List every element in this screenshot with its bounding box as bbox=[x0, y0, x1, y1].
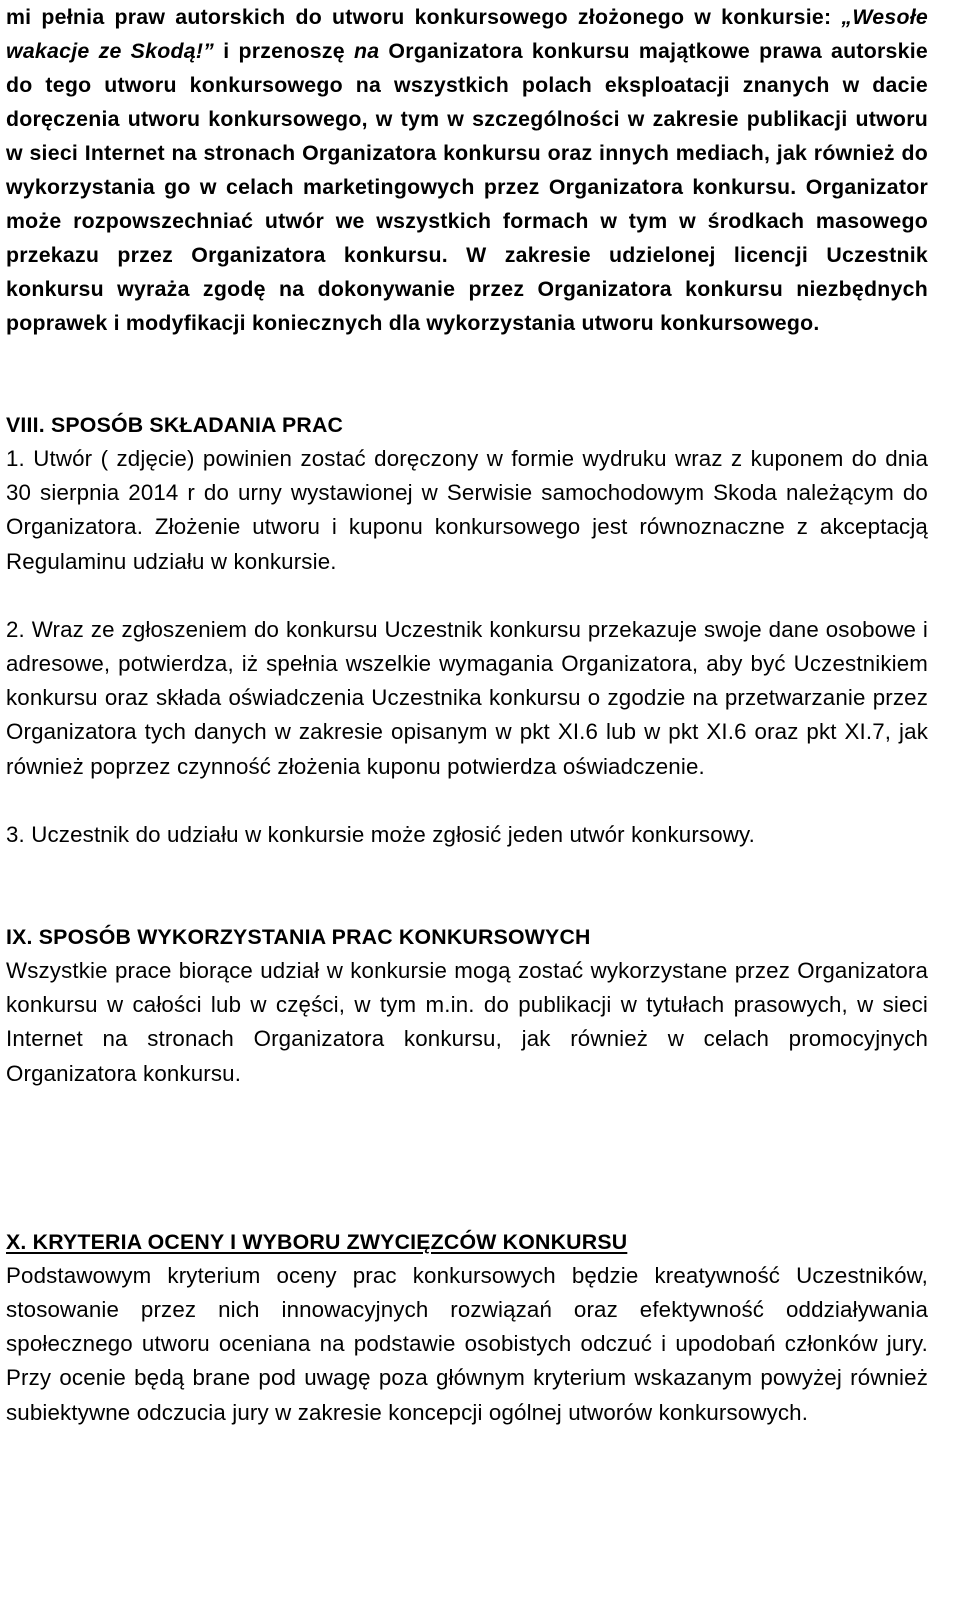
intro-paragraph bbox=[6, 0, 928, 340]
section-ix-paragraph: Wszystkie prace biorące udział w konkursie mogą zostać wykorzystane przez Organizatora konkursu w całości lub w części, w tym m.in. do publikacji w tytułach prasowych, w sieci Internet na stronach Organizatora konkursu, jak również w celach promocyjnych Organizatora konkursu. bbox=[6, 958, 928, 1086]
intro-text-lead: i przenoszę bbox=[223, 39, 354, 63]
contest-name: „Wesołe wakacje ze Skodą!” bbox=[6, 5, 928, 63]
intro-text-part1: mi pełnia praw autorskich do utworu konkursowego złożonego w konkursie: bbox=[6, 5, 842, 29]
section-x-heading: X. KRYTERIA OCENY I WYBORU ZWYCIĘZCÓW KONKURSU bbox=[6, 1229, 628, 1254]
spacer bbox=[6, 1091, 928, 1225]
section-viii-heading: VIII. SPOSÓB SKŁADANIA PRAC bbox=[6, 413, 344, 437]
section-ix-heading: IX. SPOSÓB WYKORZYSTANIA PRAC KONKURSOWYCH bbox=[6, 925, 591, 950]
section-x-paragraph: Podstawowym kryterium oceny prac konkursowych będzie kreatywność Uczestników, stosowanie przez nich innowacyjnych rozwiązań oraz efektywność oddziaływania społecznego utworu oceniana na podstawie osobistych odczuć i upodobań członków jury. Przy ocenie będą brane pod uwagę poza głównym kryterium wskazanym powyżej również subiektywne odczucia jury w zakresie koncepcji ogólnej utworów konkursowych. bbox=[6, 1262, 928, 1425]
intro-na-italic: na bbox=[353, 39, 380, 63]
spacer bbox=[6, 579, 928, 613]
intro-text-part3: Organizatora konkursu majątkowe prawa autorskie do tego utworu konkursowego na wszystkich polach eksploatacji znanych w dacie doręczenia utworu konkursowego, w tym w szczególności w zakresie publikacji utworu w sieci Internet na stronach Organizatora konkursu oraz innych mediach, jak również do wykorzystania go w celach marketingowych przez Organizatora konkursu. Organizator może rozpowszechniać utwór we wszystkich formach w tym w środkach masowego przekazu przez Organizatora konkursu. W zakresie udzielonej licencji Uczestnik konkursu wyraża zgodę na dokonywanie przez Organizatora konkursu niezbędnych poprawek i modyfikacji koniecznych dla wykorzystania utworu konkursowego. bbox=[6, 39, 928, 335]
spacer bbox=[6, 852, 928, 920]
section-viii-paragraph-2: 2. Wraz ze zgłoszeniem do konkursu Uczestnik konkursu przekazuje swoje dane osobowe i adresowe, potwierdza, iż spełnia wszelkie wymagania Organizatora, aby być Uczestnikiem konkursu oraz składa oświadczenia Uczestnika konkursu o zgodzie na przetwarzanie przez Organizatora tych danych w zakresie opisanym w pkt XI.6 lub w pkt XI.6 oraz pkt XI.7, jak również poprzez czynność złożenia kuponu potwierdza oświadczenie. bbox=[6, 616, 928, 779]
spacer bbox=[6, 340, 928, 408]
document-page bbox=[6, 0, 928, 1430]
section-viii-paragraph-1: 1. Utwór ( zdjęcie) powinien zostać doręczony w formie wydruku wraz z kuponem do dnia 30 sierpnia 2014 r do urny wystawionej w Serwisie samochodowym Skoda należącym do Organizatora. Złożenie utworu i kuponu konkursowego jest równoznaczne z akceptacją Regulaminu udziału w konkursie. bbox=[6, 446, 928, 574]
spacer bbox=[6, 784, 928, 818]
section-viii-paragraph-3: 3. Uczestnik do udziału w konkursie może zgłosić jeden utwór konkursowy. bbox=[6, 821, 755, 847]
